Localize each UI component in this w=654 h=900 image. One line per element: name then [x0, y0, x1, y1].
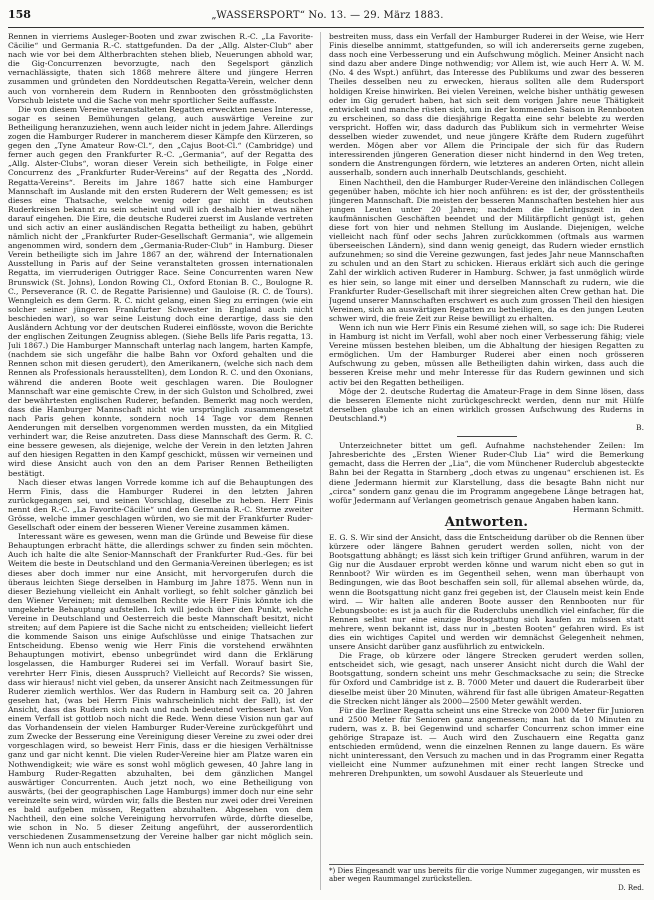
article-paragraph: Nach dieser etwas langen Vorrede komme ich auf die Behauptungen des Herrn Finis, dass die Hamburger Ruderei in den letzten Jahren zurückgegangen sei, und seinen Vorschlag, dieselbe zu heben. Herr Finis nennt den R.-C. „La Favorite-Cäcilie“ und den Germania R.-C. Sterne zweiter Grösse, welche immer geschlagen würden, wo sie mit der Frankfurter Ruder-Gesellschaft oder einem der besseren Wiener Vereine zusammen kämen. [8, 477, 313, 533]
answer-paragraph: E. G. S. Wir sind der Ansicht, dass die Entscheidung darüber ob die Rennen über kürzere oder längere Bahnen gerudert werden sollen, nicht von der Bootsgattung abhängt; es lässt sich kein triftiger Grund anführen, warum in der Gig nur die Ausdauer erprobt werden könne und warum nicht eben so gut in Rennboot? Wir würden es im Gegentheil sehen, wenn man überhaupt von Bedingungen, wie das Boot beschaffen sein soll, für allemal absehen würde, da, wenn die Bootsgattung nicht ganz frei gegeben ist, der Clauseln meist kein Ende wird. — Wir halten alle anderen Boote ausser den Rennbooten nur für Uebungsboote: es ist ja auch für die Ruderclubs unendlich viel einfacher, für die Rennen selbst nur eine einzige Bootsgattung sich kaufen zu müssen statt mehrere, wenn bekannt ist, dass nur in „besten Booten“ gefahren wird. Es ist dies ein wichtiges Capitel und werden wir demnächst Gelegenheit nehmen, unsere Ansicht darüber ganz ausführlich zu entwickeln. [329, 532, 644, 652]
article-paragraph: bestreiten muss, dass ein Verfall der Hamburger Ruderei in der Weise, wie Herr Finis dieselbe annimmt, stattgefunden, so will ich andererseits gerne zugeben, dass noch eine Verbesserung und ein Aufschwung möglich. Meiner Ansicht nach sind dazu aber andere Dinge nothwendig; vor Allem ist, wie auch Herr A. W. M. (No. 4 des Wspt.) anführt, das Interesse des Publikums und zwar des besseren Theiles desselben neu zu erwecken, hieraus sollten alle dem Rudersport holdigen Kreise hinwirken. Bei vielen Vereinen, welche bisher unthätig gewesen oder im Gig gerudert haben, hat sich seit dem vorigen Jahre neue Thätigkeit entwickelt und manche rüsten sich, um in der kommenden Saison in Rennbooten zu erscheinen, so dass die diesjährige Regatta eine sehr belebte zu werden verspricht. Hoffen wir, dass dadurch das Publikum sich in vermehrter Weise desselben wieder zuwendet, und neue jüngere Kräfte dem Rudern zugeführt werden. Mögen aber vor Allem die Principale der sich für das Rudern interessirenden jüngeren Generation dieser nicht hindernd in den Weg treten, sondern die Anstrengungen fördern, wie letzteres an anderen Orten, nicht allein ausserhalb, sondern auch innerhalb Deutschlands, geschieht. [329, 32, 644, 178]
notice-paragraph: Unterzeichneter bittet um gefl. Aufnahme nachstehender Zeilen: Im Jahresberichte des „Ersten Wiener Ruder-Club Lia“ wird die Bemerkung gemacht, dass die Herren der „Lia“, die vom Münchener Ruderclub abgesteckte Bahn bei der Regatta in Starnberg „doch etwas zu ungenau“ erschienen ist. Es diene Jedermann hiermit zur Klarstellung, dass die besagte Bahn nicht nur „circa“ sondern ganz genau die im Programm angegebene Länge betragen hat, wofür Jedermann auf Verlangen geometrisch genaue Angaben haben kann. [329, 441, 644, 505]
section-divider [457, 436, 517, 437]
article-paragraph: Rennen in vierriems Ausleger-Booten und zwar zwischen R.-C. „La Favorite-Cäcilie“ und Germania R.-C. stattgefunden. Da der „Allg. Alster-Club“ aber nach wie vor bei dem Altherbrachten stehen blieb, Neuerungen abhold war, die Gig-Concurrenzen bevorzugte, nach den Segelsport gänzlich vernachlässigte, thaten sich 1868 mehrere ältere und jüngere Herren zusammen und gründeten den Norddeutschen Regatta-Verein, welcher denn auch von vornherein dem Rudern in Rennbooten den grösstmöglichsten Vorschub leistete und die Sache von mehr sportlicher Seite auffasste. [8, 32, 313, 105]
notice-signature: Hermann Schmitt. [572, 504, 644, 514]
article-signature: B. [636, 423, 644, 433]
answer-paragraph: Die Frage, ob kürzere oder längere Strecken gerudert werden sollen, entscheidet sich, wie gesagt, nach unserer Ansicht nicht durch die Wahl der Bootsgattung, sondern scheint uns mehr Geschmacksache zu sein; die Strecke für Oxford und Cambridge ist z. B. 7000 Meter und dauert die Ruderarbeit über dieselbe meist über 20 Minuten, während für fast alle übrigen Amateur-Regatten die Strecken nicht länger als 2000—2500 Meter gewählt werden. [329, 651, 644, 706]
page-number: 158 [8, 8, 31, 21]
header-rule [8, 27, 644, 28]
article-paragraph: Möge der 2. deutsche Rudertag die Amateur-Frage in dem Sinne lösen, dass die besseren Elemente nicht zurückgeschreckt werden, denn nur mit Hülfe derselben glaube ich an einen wirklich grossen Aufschwung des Ruderns in Deutschland.*) [329, 386, 644, 423]
article-paragraph: Wenn ich nun wie Herr Finis ein Resumé ziehen will, so sage ich: Die Ruderei in Hamburg ist nicht im Verfall, wohl aber noch einer Verbesserung fähig; viele Vereine müssen bestehen bleiben, um die Abhaltung der hiesigen Regatten zu ermöglichen. Um der Hamburger Ruderei aber einen noch grösseren Aufschwung zu geben, müssen alle Betheiligten dahin wirken, dass auch die besseren Kreise mehr und mehr Interesse für das Rudern gewinnen und sich activ bei den Regatten betheiligen. [329, 323, 644, 387]
footnote-text: *) Dies Eingesandt war uns bereits für die vorige Nummer zugegangen, wir mussten es aber wegen Raummangel zurückstellen. [329, 867, 641, 884]
footnote-signature: D. Red. [618, 883, 644, 892]
section-heading-antworten: Antworten. [444, 514, 529, 530]
column-divider [320, 32, 321, 890]
right-column [329, 32, 644, 892]
page-header [8, 8, 644, 26]
left-column [8, 32, 313, 892]
article-paragraph: Die von diesem Vereine veranstalteten Regatten erweckten neues Interesse, sogar es seinen Bemühungen gelang, auch auswärtige Vereine zur Betheiligung heranzuziehen, wenn auch leider nicht in jedem Jahre. Allerdings zogen die Hamburger Ruderer in mancherem dieser Kämpfe den Kürzeren, so gegen den „Tyne Amateur Row-Cl.“, den „Cajus Boot-Cl.“ (Cambridge) und ferner auch gegen den Frankfurter R.-C. „Germania“, auf der Regatta des „Allg. Alster-Clubs“, woran dieser Verein sich betheiligte, in Folge einer Concurrenz des „Frankfurter Ruder-Vereins“ auf der Regatta des „Nordd. Regatta-Vereins“. Bereits im Jahre 1867 hatte sich eine Hamburger Mannschaft im Auslande mit den ersten Ruderern der Welt gemessen; es ist dieses eine Thatsache, welche wenig oder gar nicht in deutschen Ruderkreisen bekannt zu sein scheint und will ich deshalb hier etwas näher darauf eingehen. Die Eire, die deutsche Ruderei zuerst im Auslande vertreten und sich activ an einer ausländischen Regatta betheiligt zu haben, gebührt nämlich nicht der „Frankfurter Ruder-Gesellschaft Germania“, wie allgemein angenommen wird, sondern dem „Germania-Ruder-Club“ in Hamburg. Dieser Verein betheiligte sich im Jahre 1867 an der, während der Internationalen Ausstellung in Paris auf der Seine veranstalteten grossen internationalen Regatta, im vierruderigen Outrigger Race. Seine Concurrenten waren New Brunswick (St. Johns), London Rowing Cl., Oxford Etonian B. C., Boulogne R. C., Perseverance (R. C. de Regatte Parisienne) und Gauloise (R. C. de Tours). Wenngleich es dem Germ. R. C. nicht gelang, einen Sieg zu erringen (wie ein solcher seiner jüngeren Frankfurter Schwester in England auch nicht beschieden war), so war seine Leistung doch eine derartige, dass sie den Ausländern Achtung vor der deutschen Ruderei einflösste, wovon die Berichte der englischen Zeitungen Zeugniss ablegen. (Siehe Bells life Paris regatta, 13. Juli 1867.) Die Hamburger Mannschaft unterlag nach langem, harten Kampfe, (nachdem sie sich ungefähr die halbe Bahn vor Oxford gehalten und die Rennen schon mit diesen gerudert), den Amerikanern, (welche sich nach dem Rennen als Professionals herausstellten), dem London R. C. und den Oxonians, während die anderen Boote weit geschlagen waren. Die Boulogner Mannschaft war eine gemischte Crew, in der sich Gulston und Scholbred, zwei der bewährtesten englischen Ruderer, befanden. Bemerkt mag noch werden, dass die Hamburger Mannschaft nicht wie ursprünglich zusammengesetzt nach Paris gehen konnte, sondern noch 14 Tage vor dem Rennen Aenderungen mit derselben vorgenommen werden mussten, da ein Mitglied verhindert war, die Reise anzutreten. Dass diese Mannschaft des Germ. R. C. eine bessere gewesen, als diejenige, welche der Verein in den letzten Jahren auf den hiesigen Regatten in den Kampf geschickt, müssen wir verneinen und wird diese Ansicht auch von den an dem Pariser Rennen Betheiligten bestätigt. [8, 104, 313, 478]
footnote [329, 864, 644, 892]
answer-paragraph: Für die Berliner Regatta scheint uns eine Strecke von 2000 Meter für Junioren und 2500 Meter für Senioren ganz angemessen; man hat da 10 Minuten zu rudern, was z. B. bei Gegenwind und scharfer Concurrenz schon immer eine gehörige Strapaze ist. — Auch wird den Zuschauern eine Regatta ganz entschieden ermüdend, wenn die einzelnen Rennen zu lange dauern. Es wäre nicht uninteressant, den Versuch zu machen und in das Programm einer Regatta vielleicht eine Nummer aufzunehmen mit einer recht langen Strecke und mehreren Drehpunkten, um sowohl Ausdauer als Steuerleute und [329, 705, 644, 779]
article-paragraph: Einen Nachtheil, den die Hamburger Ruder-Vereine den inländischen Collegen gegenüber haben, möchte ich hier noch anführen: es ist der, der grösstentheils jüngeren Mannschaft. Die meisten der besseren Mannschaften bestehen hier aus jungen Leuten unter 20 Jahren; nachdem die Lehrlingszeit in den kaufmännischen Geschäften beendet und der Militärpflicht genügt ist, gehen diese fort von hier und nehmen Stellung im Auslande. Diejenigen, welche vielleicht nach fünf oder sechs Jahren zurückkommen (oftmals aus warmen überseeischen Ländern), sind dann wenig geneigt, das Rudern wieder ernstlich aufzunehmen; so sind die Vereine gezwungen, fast jedes Jahr neue Mannschaften zu schulen und an den Start zu schicken. Hieraus erklärt sich auch die geringe Zahl der wirklich activen Ruderer in Hamburg. Schwer, ja fast unmöglich würde es hier sein, so lange mit einer und derselben Mannschaft zu rudern, wie die Frankfurter Ruder-Gesellschaft mit ihrer siegreichen alten Crew gethan hat. Die Jugend unserer Mannschaften erschwert es auch zum grossen Theil den hiesigen Vereinen, sich an auswärtigen Regatten zu betheiligen, da es den jungen Leuten schwer wird, die freie Zeit zur Reise bewilligt zu erhalten. [329, 177, 644, 323]
masthead-title: „WASSERSPORT“ No. 13. — 29. März 1883. [211, 10, 444, 21]
article-paragraph: Interessant wäre es gewesen, wenn man die Gründe und Beweise für diese Behauptungen erbracht hätte, die allerdings schwer zu finden sein möchten. Auch ich halte die alte Senior-Mannschaft der Frankfurter Rud.-Ges. für bei Weitem die beste in Deutschland und den Germania-Vereinen überlegen; es ist dieses aber doch immer nur eine Ansicht, mit hervorgerufen durch die überaus leichten Siege derselben in Hamburg im Jahre 1875. Wenn nun in dieser Beziehung vielleicht ein Anhalt vorliegt, so fehlt solcher gänzlich bei den Wiener Vereinen; mit demselben Rechte wie Herr Finis könnte ich die umgekehrte Behauptung aufstellen. Ich will jedoch über den Punkt, welche Vereine in Deutschland und Oesterreich die beste Mannschaft besitzt, nicht streiten; auf dem Papiere ist die Sache nicht zu entscheiden; vielleicht liefert die kommende Saison uns einige Aufschlüsse und einige Thatsachen zur Entscheidung. Ebenso wenig wie Herr Finis die vorstehend erwähnten Behauptungen motivirt, ebenso unbegründet wird dann die Erklärung losgelassen, die Hamburger Ruderei sei im Verfall. Worauf basirt Sie, verehrter Herr Finis, diesen Ausspruch? Vielleicht auf Records? Sie wissen, dass wir hieraus! nicht viel geben, da unserer Ansicht nach Zeitmessungen für Ruderer ziemlich werthlos. Wer das Rudern in Hamburg seit ca. 20 Jahren gesehen hat, (was bei Herrn Finis wahrscheinlich nicht der Fall), ist der Ansicht, dass das Rudern sich nach und nach bedeutend verbessert hat. Von einem Verfall ist gottlob noch nicht die Rede. Wenn diese Vision nun gar auf das Vorhandensein der vielen Hamburger Ruder-Vereine zurückgeführt und zum Zwecke der Besserung eine Vereinigung dieser Vereine zu zwei oder drei vorgeschlagen wird, so beweist Herr Finis, dass er die hiesigen Verhältnisse ganz und gar nicht kennt. Die vielen Ruder-Vereine hier am Platze waren ein Nothwendigkeit; wie wäre es sonst wohl möglich gewesen, 40 Jahre lang in Hamburg Ruder-Regatten abzuhalten, bei dem gänzlichen Mangel auswärtiger Concurrenten. Auch jetzt noch, wo eine Betheiligung von auswärts, (bei der geographischen Lage Hamburgs) immer doch nur eine sehr vereinzelte sein wird, würden wir, falls die Besten nur zwei oder drei Vereinen es bald aufgeben müssen, Regatten abzuhalten. Abgesehen von dem Nachtheil, den eine solche Vereinigung hervorrufen würde, dürfte dieselbe, wie schon in No. 5 dieser Zeitung angeführt, der ausserordentlich verschiedenen Zusammensetzung der Vereine halber gar nicht möglich sein. Wenn ich nun auch entschieden [8, 532, 313, 851]
